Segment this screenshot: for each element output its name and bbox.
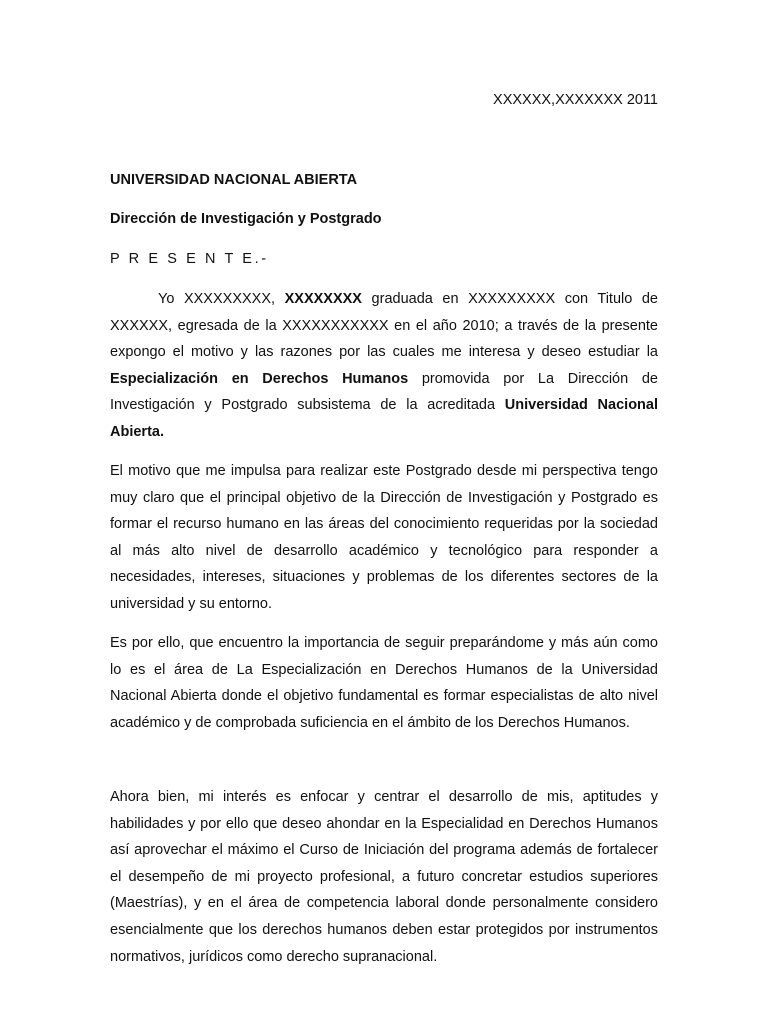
intro-bold-program: Especialización en Derechos Humanos <box>110 370 409 387</box>
salutation: P R E S E N T E.- <box>110 251 269 267</box>
paragraph-interest: Ahora bien, mi interés es enfocar y centrar el desarrollo de mis, aptitudes y habilidades y por ello que deseo ahondar en la Especialidad en Derechos Humanos así aprovechar el máximo el Curso de Iniciación del programa además de fortalecer el desempeño de mi proyecto profesional, a futuro concretar estudios superiores (Maestrías), y en el área de competencia laboral donde personalmente considero esencialmente que los derechos humanos deben estar protegidos por instrumentos normativos, jurídicos como derecho supranacional. <box>110 789 658 965</box>
recipient-department: Dirección de Investigación y Postgrado <box>110 211 382 227</box>
intro-text-2: graduada en XXXXXXXXX con Titulo de XXXXXX, egresada de la XXXXXXXXXXX en el año 2010; a través de la presente expongo el motivo y las razones por las cuales me interesa y deseo estudiar la <box>110 291 658 361</box>
date-line: XXXXXX,XXXXXXX 2011 <box>493 92 658 108</box>
intro-bold-university: Universidad Nacional Abierta. <box>110 397 658 440</box>
paragraph-importance: Es por ello, que encuentro la importancia de seguir preparándome y más aún como lo es el área de La Especialización en Derechos Humanos de la Universidad Nacional Abierta donde el objetivo fundamental es formar especialistas de alto nivel académico y de comprobada suficiencia en el ámbito de los Derechos Humanos. <box>110 635 658 731</box>
intro-text-1: Yo XXXXXXXXX, <box>158 291 285 307</box>
recipient-institution: UNIVERSIDAD NACIONAL ABIERTA <box>110 172 358 188</box>
intro-bold-name: XXXXXXXX <box>284 291 362 307</box>
intro-text-3: promovida por La Dirección de Investigación y Postgrado subsistema de la acreditada <box>110 370 658 414</box>
paragraph-intro <box>110 286 658 446</box>
paragraph-motive: El motivo que me impulsa para realizar este Postgrado desde mi perspectiva tengo muy claro que el principal objetivo de la Dirección de Investigación y Postgrado es formar el recurso humano en las áreas del conocimiento requeridas por la sociedad al más alto nivel de desarrollo académico y tecnológico para responder a necesidades, intereses, situaciones y problemas de los diferentes sectores de la universidad y su entorno. <box>110 463 658 612</box>
